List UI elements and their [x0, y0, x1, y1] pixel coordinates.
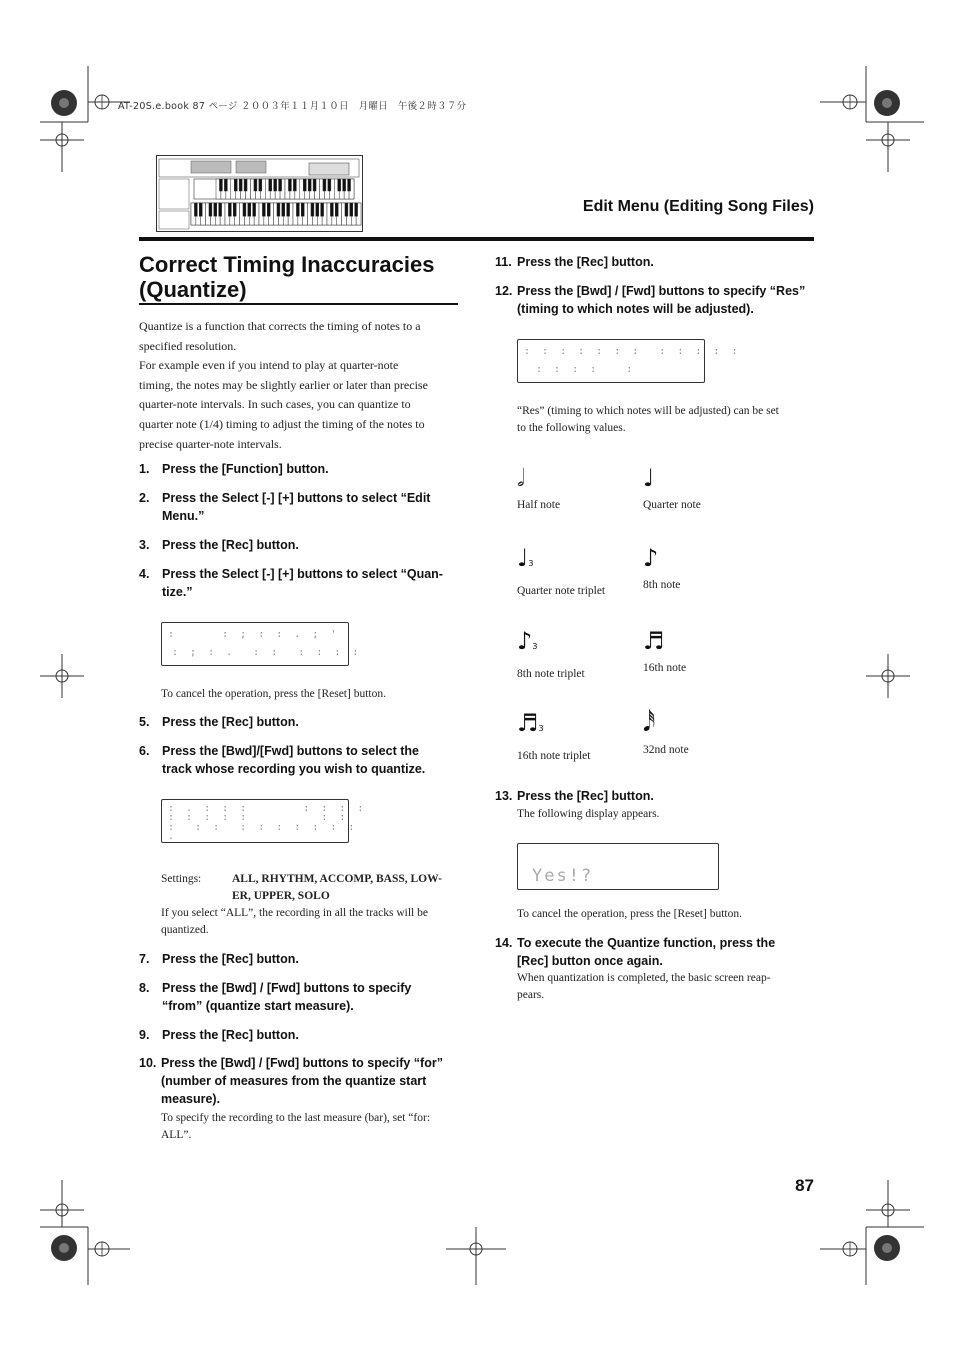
black-key	[259, 179, 262, 191]
lcd-display-track: : . : : : : : : : : : : : : : : : : : : : : : : : : .	[161, 799, 349, 843]
lcd-display-confirm	[517, 843, 719, 890]
note-label: 16th note triplet	[517, 750, 591, 762]
step-8	[139, 979, 411, 1015]
intro-paragraph	[139, 317, 469, 454]
step-text: Press the [Bwd] / [Fwd] buttons to specify “Res”	[517, 284, 806, 298]
step-number: 6.	[139, 744, 150, 758]
lcd-display-res: : : : : : : : : : : : : : : : : :	[517, 339, 705, 383]
black-key	[311, 203, 314, 216]
black-key	[267, 203, 270, 216]
black-key	[199, 203, 202, 216]
step-text: (number of measures from the quantize start	[161, 1074, 427, 1088]
note-line: “Res” (timing to which notes will be adjusted) can be set	[517, 405, 779, 417]
step-number: 5.	[139, 715, 150, 729]
note-half	[517, 466, 560, 511]
step-text: Menu.”	[162, 509, 205, 523]
black-key	[233, 203, 236, 216]
step-5	[139, 713, 299, 731]
cancel-note-1: To cancel the operation, press the [Reset] button.	[161, 688, 386, 700]
step-number: 2.	[139, 491, 150, 505]
step-text: Press the [Rec] button.	[162, 1028, 299, 1042]
black-key	[338, 179, 341, 191]
step-10	[139, 1054, 443, 1108]
black-key	[330, 203, 333, 216]
black-key	[288, 179, 291, 191]
sixteenth-note-triplet-icon: ♬3	[517, 709, 544, 737]
print-header: AT-20S.e.book 87 ページ ２００３年１１月１０日 月曜日 午後２時３７分	[118, 101, 467, 112]
step-6	[139, 742, 425, 778]
lcd-confirm-text: Yes!?	[532, 866, 594, 886]
step-text: (timing to which notes will be adjusted).	[517, 302, 754, 316]
intro-line: precise quarter-note intervals.	[139, 436, 282, 451]
note-16th-triplet	[517, 711, 590, 762]
settings-values	[232, 871, 442, 905]
step-7	[139, 950, 299, 968]
step-text: Press the [Function] button.	[162, 462, 329, 476]
triplet-mark: 3	[532, 642, 538, 651]
note-line: When quantization is completed, the basic screen reap-	[517, 972, 771, 984]
black-key	[277, 203, 280, 216]
step-11	[495, 253, 654, 271]
completed-note	[517, 970, 771, 1004]
eighth-note-triplet-icon: ♪3	[517, 627, 538, 655]
black-key	[343, 179, 346, 191]
step-4	[139, 565, 443, 601]
eighth-note-icon: ♪	[643, 544, 659, 572]
settings-label: Settings:	[161, 873, 202, 885]
note-line: to the following values.	[517, 422, 626, 434]
step-text: Press the Select [-] [+] buttons to select “Edit	[162, 491, 431, 505]
step-text: Press the [Rec] button.	[517, 255, 654, 269]
note-8th-triplet	[517, 629, 585, 680]
step-number: 3.	[139, 538, 150, 552]
black-key	[209, 203, 212, 216]
following-display-note: The following display appears.	[517, 808, 660, 820]
black-key	[234, 179, 237, 191]
heading-rule	[139, 303, 458, 305]
step-2	[139, 489, 430, 525]
black-key	[308, 179, 311, 191]
organ-illustration	[156, 155, 364, 233]
black-key	[323, 179, 326, 191]
note-label: Half note	[517, 499, 561, 511]
step-number: 11.	[495, 255, 512, 269]
note-line: pears.	[517, 989, 545, 1001]
page-heading	[139, 252, 435, 302]
black-key	[301, 203, 304, 216]
step-number: 4.	[139, 567, 150, 581]
step-text: tize.”	[162, 585, 193, 599]
note-label: 8th note triplet	[517, 668, 585, 680]
header-rule	[139, 237, 814, 241]
black-key	[321, 203, 324, 216]
quarter-note-icon: ♩	[643, 464, 655, 492]
note-line: ALL”.	[161, 1129, 192, 1141]
step-text: Press the Select [-] [+] buttons to select “Quan-	[162, 567, 443, 581]
step-9	[139, 1026, 299, 1044]
intro-line: quarter note (1/4) timing to adjust the timing of the notes to	[139, 416, 425, 431]
step-number: 13.	[495, 789, 513, 803]
step-1	[139, 460, 329, 478]
black-key	[254, 179, 257, 191]
step-number: 7.	[139, 952, 150, 966]
res-note	[517, 403, 779, 437]
heading-line-1: Correct Timing Inaccuracies	[139, 252, 435, 277]
lcd-display-quantize: : : ; : : . ; ' : ; : . : : : : : :	[161, 622, 349, 666]
step-number: 14.	[495, 936, 513, 950]
black-key	[219, 203, 222, 216]
step-text: Press the [Rec] button.	[517, 789, 654, 803]
step-number: 8.	[139, 981, 150, 995]
step-text: “from” (quantize start measure).	[162, 999, 354, 1013]
black-key	[348, 179, 351, 191]
heading-line-2: (Quantize)	[139, 277, 247, 302]
black-key	[228, 203, 231, 216]
black-key	[244, 179, 247, 191]
sixteenth-note-icon: ♬	[643, 627, 665, 655]
step-12	[495, 282, 805, 318]
black-key	[355, 203, 358, 216]
step-number: 1.	[139, 462, 150, 476]
step-number: 10.	[139, 1056, 157, 1070]
step-text: To execute the Quantize function, press the	[517, 936, 776, 950]
black-key	[219, 179, 222, 191]
step-text: Press the [Rec] button.	[162, 952, 299, 966]
cancel-note-2: To cancel the operation, press the [Reset] button.	[517, 908, 742, 920]
black-key	[313, 179, 316, 191]
black-key	[274, 179, 277, 191]
black-key	[194, 203, 197, 216]
black-key	[224, 179, 227, 191]
black-key	[248, 203, 251, 216]
black-key	[296, 203, 299, 216]
half-note-icon: 𝅗𝅥	[517, 464, 525, 492]
last-measure-note	[161, 1110, 430, 1144]
note-16th	[643, 629, 686, 674]
black-key	[253, 203, 256, 216]
intro-line: specified resolution.	[139, 338, 237, 353]
step-text: Press the [Bwd] / [Fwd] buttons to specify “for”	[161, 1056, 443, 1070]
note-line: quantized.	[161, 924, 209, 936]
section-title: Edit Menu (Editing Song Files)	[582, 198, 814, 215]
black-key	[239, 179, 242, 191]
step-text: Press the [Bwd]/[Fwd] buttons to select the	[162, 744, 419, 758]
step-13	[495, 787, 654, 805]
settings-values-line: ER, UPPER, SOLO	[232, 890, 330, 902]
step-text: Press the [Rec] button.	[162, 715, 299, 729]
note-label: 32nd note	[643, 744, 689, 756]
step-text: Press the [Rec] button.	[162, 538, 299, 552]
black-key	[303, 179, 306, 191]
step-number: 9.	[139, 1028, 150, 1042]
black-key	[287, 203, 290, 216]
black-key	[214, 203, 217, 216]
step-text: [Rec] button once again.	[517, 954, 663, 968]
note-label: Quarter note triplet	[517, 585, 606, 597]
triplet-mark: 3	[528, 559, 534, 568]
intro-line: Quantize is a function that corrects the timing of notes to a	[139, 319, 421, 333]
note-quarter-triplet	[517, 546, 605, 597]
page-number: 87	[795, 1176, 814, 1195]
step-text: measure).	[161, 1092, 221, 1106]
triplet-mark: 3	[538, 724, 544, 733]
black-key	[243, 203, 246, 216]
note-quarter	[643, 466, 701, 511]
thirty-second-note-icon: 𝅘𝅥𝅰	[643, 709, 656, 737]
settings-values-line: ALL, RHYTHM, ACCOMP, BASS, LOW-	[232, 873, 443, 885]
step-text: track whose recording you wish to quantize.	[162, 762, 426, 776]
black-key	[262, 203, 265, 216]
black-key	[345, 203, 348, 216]
black-key	[328, 179, 331, 191]
all-tracks-note	[161, 905, 428, 939]
black-key	[350, 203, 353, 216]
quarter-note-triplet-icon: ♩3	[517, 544, 534, 572]
note-label: Quarter note	[643, 499, 701, 511]
intro-line: timing, the notes may be slightly earlier or later than precise	[139, 377, 428, 392]
note-8th	[643, 546, 680, 591]
black-key	[335, 203, 338, 216]
note-32nd	[643, 711, 689, 756]
black-key	[282, 203, 285, 216]
black-key	[269, 179, 272, 191]
step-text: Press the [Bwd] / [Fwd] buttons to specify	[162, 981, 412, 995]
black-key	[279, 179, 282, 191]
black-key	[316, 203, 319, 216]
step-14	[495, 934, 775, 970]
intro-line: quarter-note intervals. In such cases, you can quantize to	[139, 397, 411, 412]
intro-line: For example even if you intend to play at quarter-note	[139, 358, 399, 373]
note-line: If you select “ALL”, the recording in all the tracks will be	[161, 907, 428, 919]
step-3	[139, 536, 299, 554]
black-key	[293, 179, 296, 191]
note-label: 8th note	[643, 579, 681, 591]
step-number: 12.	[495, 284, 513, 298]
note-label: 16th note	[643, 662, 687, 674]
note-line: To specify the recording to the last measure (bar), set “for:	[161, 1112, 431, 1124]
